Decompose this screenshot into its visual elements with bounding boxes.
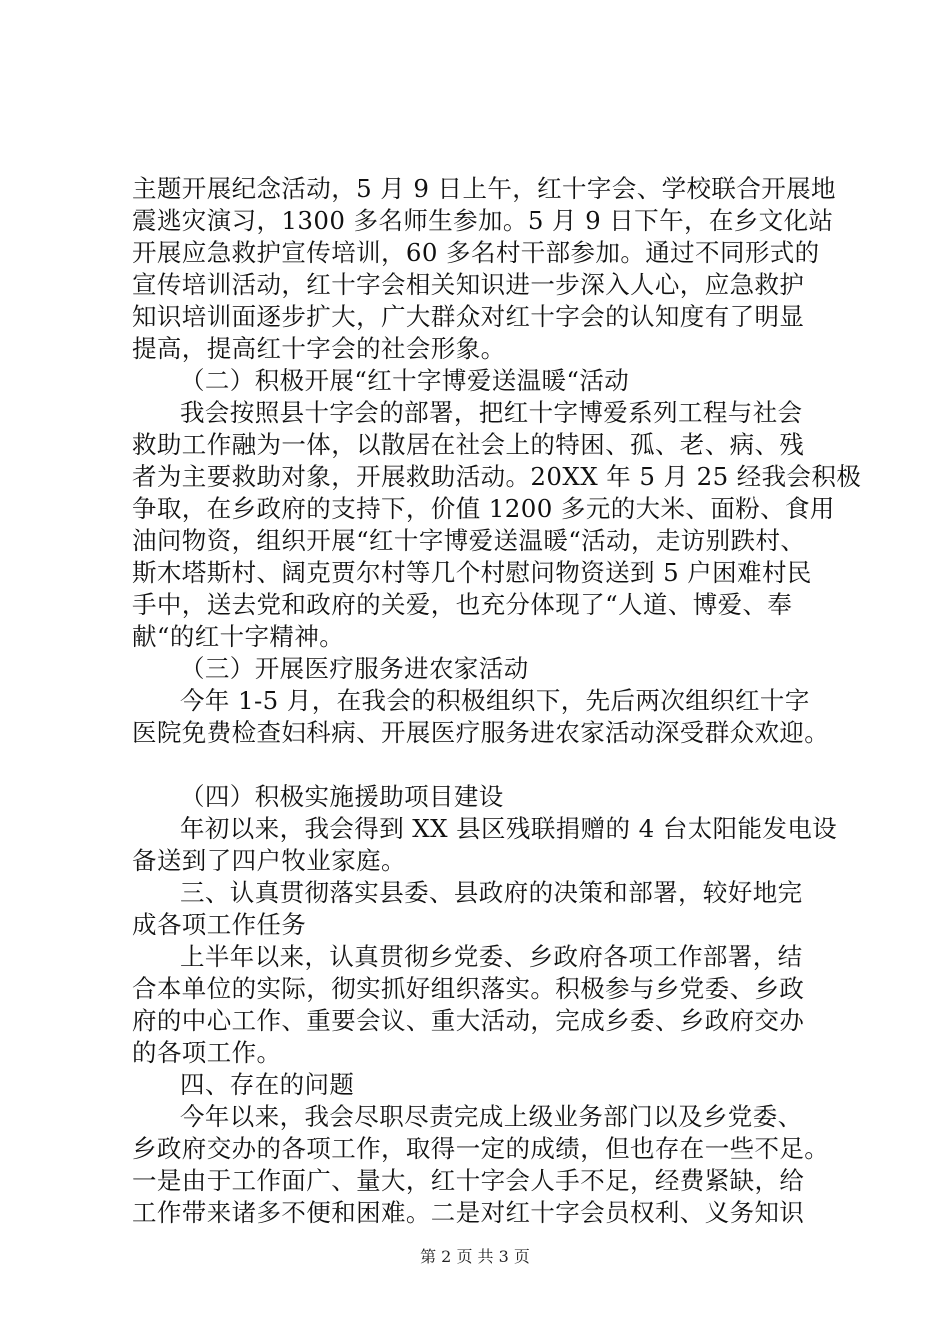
section-heading: 成各项工作任务 <box>132 910 307 939</box>
paragraph-line: 乡政府交办的各项工作，取得一定的成绩，但也存在一些不足。 <box>132 1134 830 1163</box>
paragraph-line: 震逃灾演习，1300 多名师生参加。5 月 9 日下午，在乡文化站 <box>132 206 834 235</box>
section-heading: 四、存在的问题 <box>180 1070 355 1099</box>
paragraph-line: 主题开展纪念活动，5 月 9 日上午，红十字会、学校联合开展地 <box>132 174 836 203</box>
paragraph-line: 备送到了四户牧业家庭。 <box>132 846 406 875</box>
section-heading: （三）开展医疗服务进农家活动 <box>180 654 529 683</box>
paragraph-line: 争取，在乡政府的支持下，价值 1200 多元的大米、面粉、食用 <box>132 494 835 523</box>
paragraph-line: 上半年以来，认真贯彻乡党委、乡政府各项工作部署，结 <box>180 942 803 971</box>
paragraph-line: 的各项工作。 <box>132 1038 282 1067</box>
paragraph-line: 年初以来，我会得到 XX 县区残联捐赠的 4 台太阳能发电设 <box>180 814 838 843</box>
section-heading: （二）积极开展“红十字博爱送温暖“活动 <box>180 366 630 395</box>
paragraph-line: 我会按照县十字会的部署，把红十字博爱系列工程与社会 <box>180 398 803 427</box>
paragraph-line: 合本单位的实际，彻实抓好组织落实。积极参与乡党委、乡政 <box>132 974 805 1003</box>
paragraph-line: 救助工作融为一体，以散居在社会上的特困、孤、老、病、残 <box>132 430 805 459</box>
paragraph-line: 斯木塔斯村、阔克贾尔村等几个村慰问物资送到 5 户困难村民 <box>132 558 812 587</box>
paragraph-line: 开展应急救护宣传培训，60 多名村干部参加。通过不同形式的 <box>132 238 820 267</box>
paragraph-line: 工作带来诸多不便和困难。二是对红十字会员权利、义务知识 <box>132 1198 805 1227</box>
section-heading: （四）积极实施援助项目建设 <box>180 782 504 811</box>
paragraph-line: 者为主要救助对象，开展救助活动。20XX 年 5 月 25 经我会积极 <box>132 462 862 491</box>
paragraph-line: 今年 1-5 月，在我会的积极组织下，先后两次组织红十字 <box>180 686 810 715</box>
paragraph-line: 油问物资，组织开展“红十字博爱送温暖“活动，走访别跌村、 <box>132 526 806 555</box>
paragraph-line: 一是由于工作面广、量大，红十字会人手不足，经费紧缺，给 <box>132 1166 805 1195</box>
page-number-footer: 第 2 页 共 3 页 <box>420 1247 530 1266</box>
paragraph-line: 医院免费检查妇科病、开展医疗服务进农家活动深受群众欢迎。 <box>132 718 830 747</box>
section-heading: 三、认真贯彻落实县委、县政府的决策和部署，较好地完 <box>180 878 803 907</box>
paragraph-line: 提高，提高红十字会的社会形象。 <box>132 334 506 363</box>
paragraph-line: 知识培训面逐步扩大，广大群众对红十字会的认知度有了明显 <box>132 302 805 331</box>
paragraph-line: 宣传培训活动，红十字会相关知识进一步深入人心，应急救护 <box>132 270 805 299</box>
paragraph-line: 今年以来，我会尽职尽责完成上级业务部门以及乡党委、 <box>180 1102 803 1131</box>
paragraph-line: 府的中心工作、重要会议、重大活动，完成乡委、乡政府交办 <box>132 1006 805 1035</box>
paragraph-line: 手中，送去党和政府的关爱，也充分体现了“人道、博爱、奉 <box>132 590 793 619</box>
paragraph-line: 献“的红十字精神。 <box>132 622 345 651</box>
